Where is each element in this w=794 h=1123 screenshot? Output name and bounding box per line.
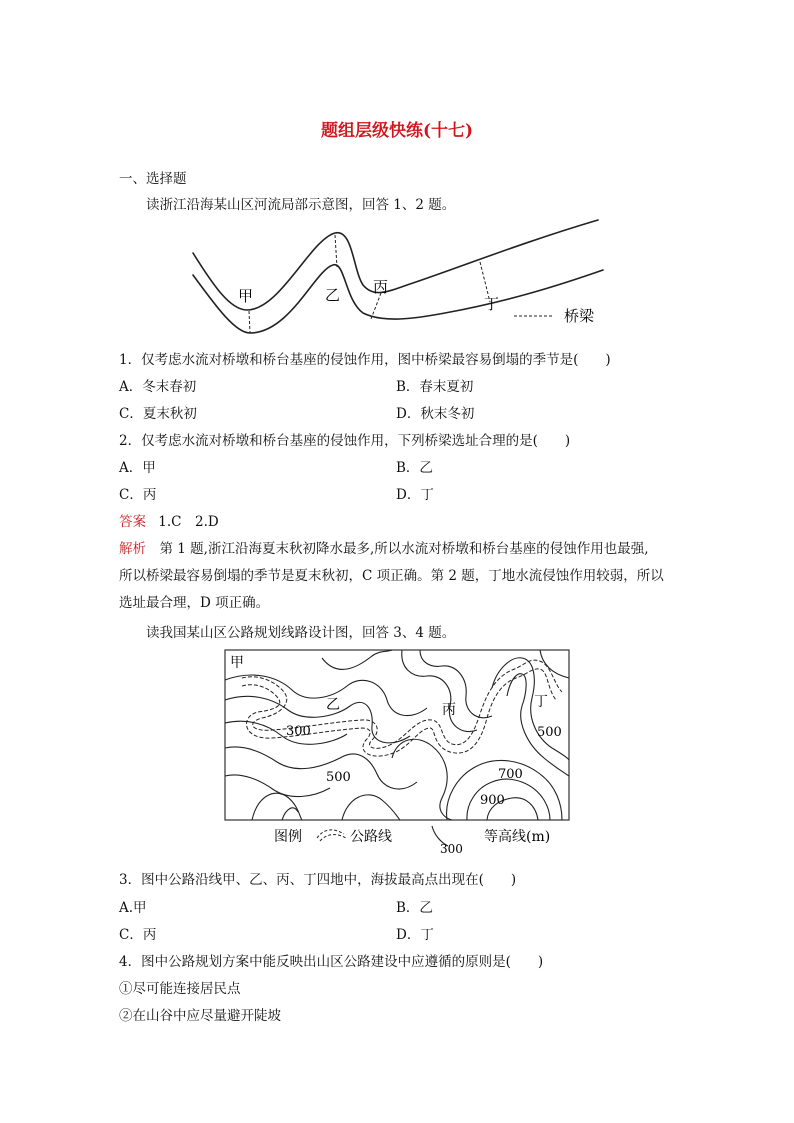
fig1-label-yi: 乙 bbox=[325, 286, 341, 304]
fig1-label-jia: 甲 bbox=[238, 287, 254, 305]
question-2-option-d: D．丁 bbox=[396, 487, 434, 503]
question-3-option-d: D．丁 bbox=[396, 927, 434, 943]
page-title: 题组层级快练(十七) bbox=[320, 121, 474, 141]
contour-label-700: 700 bbox=[498, 767, 523, 782]
question-4-statement-1: ①尽可能连接居民点 bbox=[119, 981, 241, 997]
question-2-option-c: C．丙 bbox=[119, 487, 157, 503]
question-3-option-b: B．乙 bbox=[396, 900, 433, 916]
question-3-option-c: C．丙 bbox=[119, 927, 157, 943]
legend-contour-label: 等高线(m) bbox=[484, 829, 551, 845]
river-diagram bbox=[185, 215, 610, 340]
legend-road-label: 公路线 bbox=[350, 829, 392, 845]
question-2-stem: 2．仅考虑水流对桥墩和桥台基座的侵蚀作用，下列桥梁选址合理的是( ) bbox=[119, 433, 571, 449]
question-4-stem: 4．图中公路规划方案中能反映出山区公路建设中应遵循的原则是( ) bbox=[119, 954, 544, 970]
question-2-option-b: B．乙 bbox=[396, 460, 433, 476]
answer-text: 1.C 2.D bbox=[158, 514, 219, 530]
question-4-statement-2: ②在山谷中应尽量避开陡坡 bbox=[119, 1008, 281, 1024]
fig1-legend-bridge: 桥梁 bbox=[564, 307, 595, 325]
analysis-line-3: 选址最合理，D 项正确。 bbox=[119, 595, 270, 611]
fig2-label-jia: 甲 bbox=[230, 655, 244, 671]
question-3-option-a: A.甲 bbox=[119, 900, 147, 916]
contour-label-500-left: 500 bbox=[326, 770, 351, 785]
legend-road-symbol-2 bbox=[320, 835, 346, 841]
legend-road-symbol bbox=[317, 830, 344, 838]
fig2-label-yi: 乙 bbox=[326, 697, 340, 713]
contour-label-900: 900 bbox=[480, 793, 505, 808]
fig1-label-bing: 丙 bbox=[373, 278, 389, 296]
analysis-label: 解析 bbox=[119, 541, 146, 557]
fig2-label-ding: 丁 bbox=[534, 694, 548, 710]
fig2-label-bing: 丙 bbox=[442, 702, 456, 718]
question-3-stem: 3．图中公路沿线甲、乙、丙、丁四地中，海拔最高点出现在( ) bbox=[119, 872, 517, 888]
contour-label-500-right: 500 bbox=[537, 725, 562, 740]
answer-label: 答案 bbox=[119, 514, 146, 530]
question-1-option-a: A．冬末春初 bbox=[119, 379, 197, 395]
legend-title: 图例 bbox=[274, 829, 302, 845]
intro-text-1: 读浙江沿海某山区河流局部示意图，回答 1、2 题。 bbox=[146, 197, 456, 213]
analysis-line-1 bbox=[119, 540, 649, 558]
section-heading: 一、选择题 bbox=[119, 171, 187, 187]
legend-contour-value: 300 bbox=[440, 842, 463, 856]
question-1-option-b: B．春末夏初 bbox=[396, 379, 474, 395]
contour-map bbox=[222, 648, 572, 858]
intro-text-2: 读我国某山区公路规划线路设计图，回答 3、4 题。 bbox=[146, 625, 456, 641]
fig1-label-ding: 丁 bbox=[484, 295, 500, 313]
analysis-line-2: 所以桥梁最容易倒塌的季节是夏末秋初，C 项正确。第 2 题，丁地水流侵蚀作用较弱，所以 bbox=[119, 568, 664, 584]
answer-line bbox=[119, 513, 219, 531]
question-2-option-a: A．甲 bbox=[119, 460, 156, 476]
question-1-option-d: D．秋末冬初 bbox=[396, 406, 475, 422]
analysis-text-1: 第 1 题,浙江沿海夏末秋初降水最多,所以水流对桥墩和桥台基座的侵蚀作用也最强, bbox=[146, 541, 649, 557]
question-1-stem: 1．仅考虑水流对桥墩和桥台基座的侵蚀作用，图中桥梁最容易倒塌的季节是( ) bbox=[119, 352, 611, 368]
question-1-option-c: C．夏末秋初 bbox=[119, 406, 197, 422]
contour-label-300: 300 bbox=[286, 724, 311, 739]
